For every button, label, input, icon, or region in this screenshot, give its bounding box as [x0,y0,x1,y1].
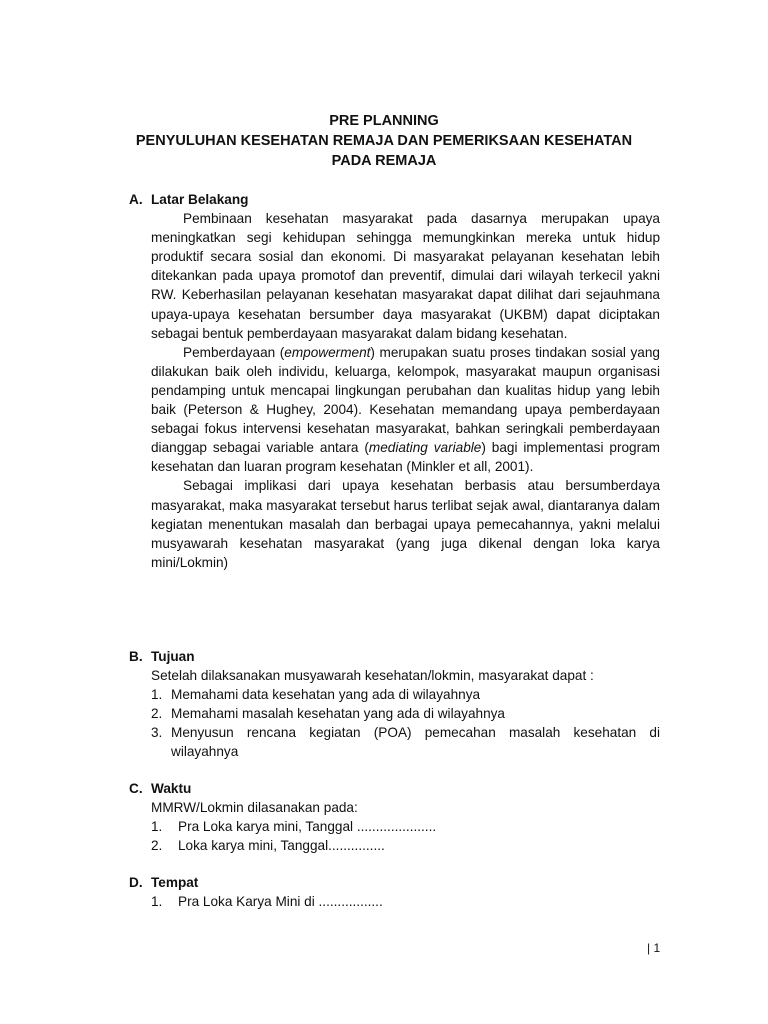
italic-term: mediating variable [368,440,482,456]
list-item [151,817,660,836]
section-title: Latar Belakang [151,192,249,207]
list-number: 1. [151,819,163,835]
paragraph: Pembinaan kesehatan masyarakat pada dasarnya merupakan upaya meningkatkan segi kehidupan sehingga memungkinkan mereka untuk hidup produktif secara sosial dan ekonomi. Di masyarakat pelayanan kesehatan lebih ditekankan pada upaya promotof dan preventif, dimulai dari wilayah terkecil yakni RW. Keberhasilan pelayanan kesehatan masyarakat dapat dilihat dari sejauhmana upaya-upaya kesehatan bersumber daya masyarakat (UKBM) dapat diciptakan sebagai bentuk pemberdayaan masyarakat dalam bidang kesehatan. [151,211,660,341]
list-number: 2. [151,706,163,722]
section-b [129,647,660,762]
list-item [151,836,660,855]
list-item [151,685,660,704]
section-title: Tempat [151,875,199,890]
section-a [129,190,660,572]
section-letter: D. [129,875,143,890]
section-a-heading [129,190,660,209]
list-text: Memahami data kesehatan yang ada di wilayahnya [171,687,481,703]
text-run: Pemberdayaan ( [183,344,285,360]
list-item [151,892,660,911]
section-b-heading [129,647,660,666]
intro-text: MMRW/Lokmin dilasanakan pada: [151,800,358,816]
list-text: Loka karya mini, Tanggal............... [178,838,385,854]
italic-term: empowerment [284,344,371,360]
intro-text: Setelah dilaksanakan musyawarah kesehatan/lokmin, masyarakat dapat : [151,668,594,684]
list-text: Menyusun rencana kegiatan (POA) pemecahan masalah kesehatan di wilayahnya [171,725,660,760]
section-letter: C. [129,781,143,796]
list-number: 2. [151,838,163,854]
section-d [129,873,660,911]
list-item [151,704,660,723]
section-title: Waktu [151,781,192,796]
header-title: PRE PLANNING [329,113,439,129]
paragraph: Sebagai implikasi dari upaya kesehatan berbasis atau bersumberdaya masyarakat, maka masyarakat tersebut harus terlibat sejak awal, diantaranya dalam kegiatan menentukan masalah dan berbagai upaya pemecahannya, yakni melalui musyawarah kesehatan masyarakat (yang juga dikenal dengan loka karya mini/Lokmin) [151,478,660,570]
section-c-heading [129,779,660,798]
paragraph [151,343,660,477]
list-number: 1. [151,894,163,910]
section-d-heading [129,873,660,892]
header-subtitle-2: PADA REMAJA [331,153,437,169]
section-letter: A. [129,192,143,207]
text-run: ) merupakan suatu proses tindakan sosial yang dilakukan baik oleh individu, keluarga, kelompok, masyarakat maupun organisasi pendamping untuk mencapai lingkungan perubahan dan kualitas hidup yang lebih baik (Peterson & Hughey, 2004). Kesehatan memandang upaya pemberdayaan sebagai fokus intervensi kesehatan masyarakat, bahkan seringkali pemberdayaan dianggap sebagai variable antara ( [151,344,660,456]
section-letter: B. [129,649,143,664]
page-number: | 1 [647,941,661,955]
list-text: Memahami masalah kesehatan yang ada di wilayahnya [171,706,505,722]
list-number: 1. [151,687,163,703]
document-header [0,111,768,171]
section-c [129,779,660,855]
header-subtitle: PENYULUHAN KESEHATAN REMAJA DAN PEMERIKSAAN KESEHATAN [135,133,633,149]
list-text: Pra Loka Karya Mini di ................. [178,894,383,910]
section-title: Tujuan [151,649,195,664]
list-item [151,723,660,761]
list-text: Pra Loka karya mini, Tanggal ..................... [178,819,437,835]
text-run: ) bagi implementasi program kesehatan dan luaran program kesehatan (Minkler et all, 2001). [151,440,661,475]
list-number: 3. [151,725,163,741]
